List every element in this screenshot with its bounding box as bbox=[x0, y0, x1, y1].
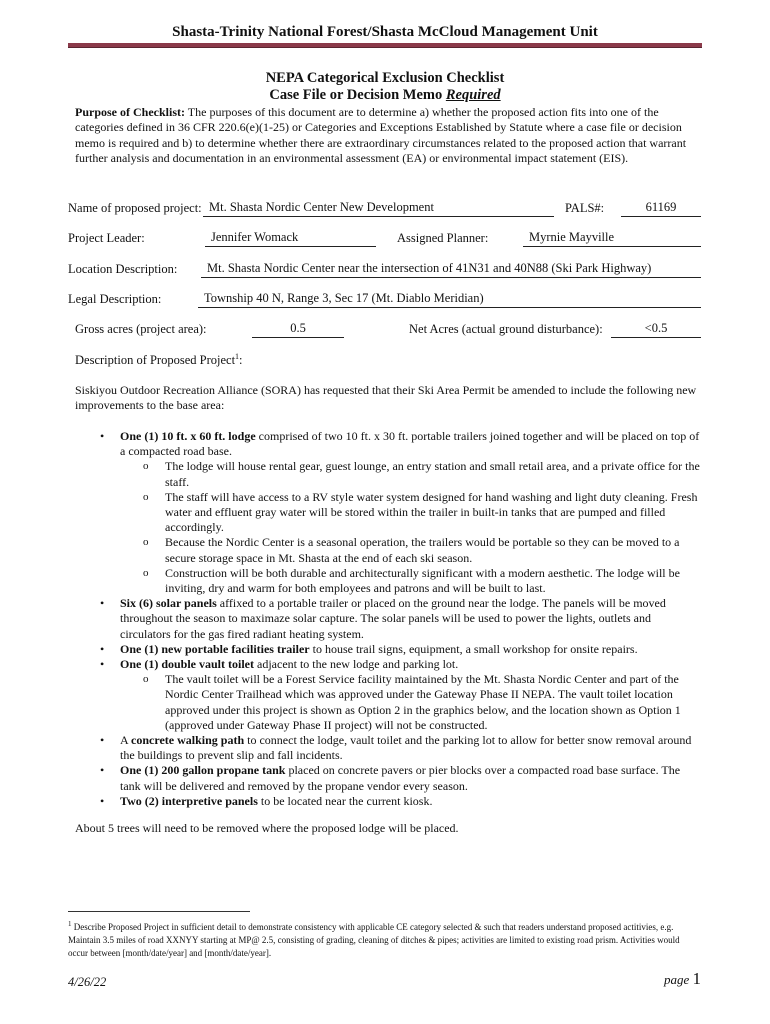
list-item-bold: One (1) double vault toilet bbox=[120, 657, 254, 672]
list-item-text: to house trail signs, equipment, a small workshop for onsite repairs. bbox=[309, 641, 638, 656]
list-item-text: to connect the lodge, vault toilet and the parking lot to allow for better snow removal around the buildings to prevent slip and fall incidents. bbox=[120, 733, 692, 763]
assigned-planner-label: Assigned Planner: bbox=[397, 231, 489, 245]
doc-title-line1: NEPA Categorical Exclusion Checklist bbox=[265, 70, 505, 86]
pals-field[interactable]: 61169 bbox=[621, 200, 701, 217]
project-leader-field[interactable]: Jennifer Womack bbox=[205, 230, 376, 247]
list-item bbox=[75, 733, 700, 763]
description-intro: Siskiyou Outdoor Recreation Alliance (SORA) has requested that their Ski Area Permit be amended to include the following new improvements to the base area: bbox=[75, 383, 697, 413]
pals-label: PALS#: bbox=[565, 201, 605, 215]
footnote-text: Describe Proposed Project in sufficient detail to demonstrate consistency with applicable CE category selected & such that readers understand proposed actitivies, e.g. Maintain 3.5 miles of road XXNYY starting at MP@ 2.5, consisting of grading, cleaning of ditches & pipes; activities are limited to existing road prism. Activities would occur between [month/date/year] and [month/date/year]. bbox=[68, 922, 680, 958]
list-item-bold: One (1) new portable facilities trailer bbox=[120, 641, 310, 656]
purpose-text: The purposes of this document are to determine a) whether the proposed action fits into one of the categories defined in 36 CFR 220.6(e)(1-25) or Categories and Exceptions Established by Statute where a case file or decision memo is required and b) to determine whether there are extraordinary circumstances related to the proposed action that warrant further analysis and documentation in an environmental assessment (EA) or environmental impact statement (EIS). bbox=[75, 105, 687, 166]
description-footnote-mark: 1 bbox=[235, 352, 240, 361]
doc-title-prefix: Case File or Decision Memo bbox=[269, 87, 446, 103]
net-acres-field[interactable]: <0.5 bbox=[611, 321, 701, 338]
sub-list-item bbox=[120, 566, 700, 596]
bullet-glyph: • bbox=[100, 763, 105, 778]
header-divider bbox=[68, 43, 702, 48]
bullet-glyph: • bbox=[100, 641, 105, 656]
list-item-bold: concrete walking path bbox=[131, 733, 245, 748]
sub-bullet-glyph: o bbox=[143, 460, 149, 473]
doc-title-required: Required bbox=[445, 87, 501, 103]
bullet-glyph: • bbox=[100, 429, 105, 443]
footer-page-number: 1 bbox=[692, 969, 701, 988]
description-heading-suffix: : bbox=[239, 353, 243, 368]
sub-list-item-text: The staff will have access to a RV style water system designed for hand washing and light duty cleaning. Fresh water and effluent gray water will be stored within the trailer in built-in tanks that are pumped and filled accordingly. bbox=[165, 489, 698, 535]
sub-list-item-text: The vault toilet will be a Forest Service facility maintained by the Mt. Shasta Nordic Center and part of the Nordic Center Trailhead which was approved under the Gateway Phase II NEPA. The vault toilet location approved under this project is shown as Option 2 in the graphics below, and the location shown as Option 1 (approved under Gateway Phase II project) will not be constructed. bbox=[165, 672, 681, 732]
purpose-paragraph bbox=[75, 105, 700, 167]
list-item-text: adjacent to the new lodge and parking lot. bbox=[254, 657, 459, 672]
list-item-text: comprised of two 10 ft. x 30 ft. portable trailers joined together and will be placed on top of a compacted road base. bbox=[120, 429, 700, 459]
bullet-glyph: • bbox=[100, 596, 105, 611]
footer-page bbox=[664, 969, 701, 989]
bullet-glyph: • bbox=[100, 657, 105, 672]
sub-list-item-text: The lodge will house rental gear, guest lounge, an entry station and small retail area, and a private office for the staff. bbox=[165, 459, 700, 489]
location-label: Location Description: bbox=[68, 262, 178, 276]
description-heading-text: Description of Proposed Project bbox=[75, 353, 236, 368]
bullet-glyph: • bbox=[100, 733, 105, 748]
gross-acres-label: Gross acres (project area): bbox=[75, 322, 207, 336]
list-item bbox=[75, 794, 700, 809]
bullet-glyph: • bbox=[100, 793, 105, 808]
legal-label: Legal Description: bbox=[68, 292, 162, 306]
footnote bbox=[68, 918, 698, 959]
project-leader-label: Project Leader: bbox=[68, 231, 145, 245]
sub-bullet-glyph: o bbox=[143, 673, 149, 686]
assigned-planner-field[interactable]: Myrnie Mayville bbox=[523, 230, 701, 247]
purpose-label: Purpose of Checklist: bbox=[75, 105, 185, 119]
legal-field[interactable]: Township 40 N, Range 3, Sec 17 (Mt. Diablo Meridian) bbox=[198, 291, 701, 308]
sub-list-item bbox=[120, 490, 700, 536]
sub-list bbox=[120, 672, 700, 733]
sub-list-item bbox=[120, 459, 700, 489]
list-item-bold: One (1) 10 ft. x 60 ft. lodge bbox=[120, 429, 256, 443]
project-name-label: Name of proposed project: bbox=[68, 201, 202, 215]
list-item-text: affixed to a portable trailer or placed on the ground near the lodge. The panels will be moved throughout the season to maximaze solar capture. The solar panels will be used to power the lights, outlets and circulators for the gas fired radiant heating system. bbox=[120, 596, 666, 641]
list-item bbox=[75, 429, 700, 596]
doc-title-line2 bbox=[0, 87, 770, 104]
list-item-bold: Two (2) interpretive panels bbox=[120, 793, 258, 808]
sub-list bbox=[120, 459, 700, 596]
sub-list-item-text: Because the Nordic Center is a seasonal operation, the trailers would be portable so they can be moved to a secure storage space in Mt. Shasta at the end of each ski season. bbox=[165, 535, 680, 565]
list-item bbox=[75, 596, 700, 642]
list-item bbox=[75, 642, 700, 657]
description-heading bbox=[75, 352, 243, 368]
sub-list-item-text: Construction will be both durable and architecturally significant with a modern aesthetic. The lodge will be inviting, dry and warm for both employees and patrons and will be built to last. bbox=[165, 565, 680, 596]
list-item bbox=[75, 657, 700, 733]
gross-acres-field[interactable]: 0.5 bbox=[252, 321, 344, 338]
sub-bullet-glyph: o bbox=[143, 490, 149, 503]
project-name-field[interactable]: Mt. Shasta Nordic Center New Development bbox=[203, 200, 554, 217]
footer-page-word: page bbox=[663, 972, 693, 987]
list-item-bold: One (1) 200 gallon propane tank bbox=[120, 763, 286, 778]
footnote-mark: 1 bbox=[68, 920, 72, 928]
net-acres-label: Net Acres (actual ground disturbance): bbox=[409, 322, 603, 336]
sub-bullet-glyph: o bbox=[143, 536, 149, 549]
improvements-list bbox=[75, 429, 700, 809]
sub-list-item bbox=[120, 535, 700, 565]
list-item-bold: Six (6) solar panels bbox=[120, 596, 217, 611]
footnote-divider bbox=[68, 911, 250, 912]
description-closing: About 5 trees will need to be removed where the proposed lodge will be placed. bbox=[75, 821, 459, 835]
improvements-items bbox=[75, 429, 700, 809]
page-header-title: Shasta-Trinity National Forest/Shasta McCloud Management Unit bbox=[172, 24, 598, 40]
list-item bbox=[75, 763, 700, 793]
list-item-prefix: A bbox=[120, 733, 132, 748]
sub-list-item bbox=[120, 672, 700, 733]
location-field[interactable]: Mt. Shasta Nordic Center near the intersection of 41N31 and 40N88 (Ski Park Highway) bbox=[201, 261, 701, 278]
footer-date: 4/26/22 bbox=[68, 975, 107, 989]
list-item-text: to be located near the current kiosk. bbox=[257, 793, 433, 808]
list-item-text: placed on concrete pavers or pier blocks over a compacted road base surface. The tank will be delivered and removed by the propane vendor every season. bbox=[120, 763, 681, 793]
sub-bullet-glyph: o bbox=[143, 566, 149, 579]
